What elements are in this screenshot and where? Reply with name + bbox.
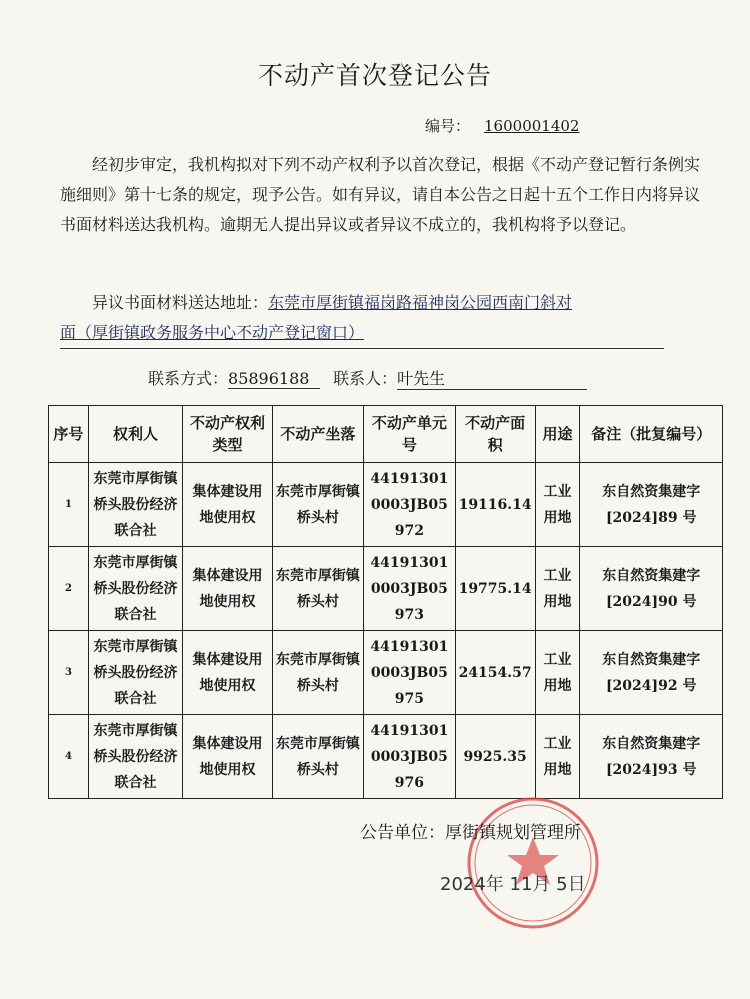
contact-info <box>148 366 587 390</box>
cell-index: 2 <box>49 547 89 631</box>
contact-person: 叶先生 <box>397 366 587 390</box>
cell-unit-number: 441913010003JB05972 <box>364 463 455 547</box>
cell-use: 工业用地 <box>535 463 580 547</box>
cell-note: 东自然资集建字[2024]89 号 <box>580 463 723 547</box>
cell-note: 东自然资集建字[2024]92 号 <box>580 631 723 715</box>
cell-use: 工业用地 <box>535 631 580 715</box>
cell-right-type: 集体建设用地使用权 <box>183 631 272 715</box>
cell-area: 9925.35 <box>455 715 535 799</box>
table-row <box>49 547 723 631</box>
cell-use: 工业用地 <box>535 715 580 799</box>
cell-right-type: 集体建设用地使用权 <box>183 463 272 547</box>
contact-phone: 85896188 <box>228 369 320 389</box>
doc-number-value: 1600001402 <box>484 117 580 135</box>
address-line-2: 面（厚街镇政务服务中心不动产登记窗口） <box>60 318 664 349</box>
issue-date: 2024年 11月 5日 <box>440 874 586 895</box>
cell-note: 东自然资集建字[2024]93 号 <box>580 715 723 799</box>
doc-number <box>425 115 579 136</box>
cell-index: 4 <box>49 715 89 799</box>
registration-table <box>48 405 723 799</box>
cell-owner: 东莞市厚街镇桥头股份经济联合社 <box>88 547 182 631</box>
cell-location: 东莞市厚街镇桥头村 <box>272 715 363 799</box>
cell-location: 东莞市厚街镇桥头村 <box>272 547 363 631</box>
address-line-1: 东莞市厚街镇福岗路福神岗公园西南门斜对 <box>268 293 573 312</box>
cell-area: 19116.14 <box>455 463 535 547</box>
cell-owner: 东莞市厚街镇桥头股份经济联合社 <box>88 631 182 715</box>
contact-person-label: 联系人： <box>333 369 398 388</box>
table-header-row <box>49 406 723 463</box>
header-note: 备注（批复编号） <box>580 406 723 463</box>
objection-address <box>60 288 700 349</box>
cell-unit-number: 441913010003JB05973 <box>364 547 455 631</box>
cell-unit-number: 441913010003JB05976 <box>364 715 455 799</box>
cell-index: 1 <box>49 463 89 547</box>
header-unit-number: 不动产单元号 <box>364 406 455 463</box>
cell-index: 3 <box>49 631 89 715</box>
cell-location: 东莞市厚街镇桥头村 <box>272 463 363 547</box>
header-use: 用途 <box>535 406 580 463</box>
doc-number-label: 编号： <box>425 117 471 135</box>
cell-owner: 东莞市厚街镇桥头股份经济联合社 <box>88 715 182 799</box>
table-row <box>49 631 723 715</box>
cell-unit-number: 441913010003JB05975 <box>364 631 455 715</box>
cell-right-type: 集体建设用地使用权 <box>183 547 272 631</box>
header-index: 序号 <box>49 406 89 463</box>
cell-area: 24154.57 <box>455 631 535 715</box>
header-owner: 权利人 <box>88 406 182 463</box>
cell-right-type: 集体建设用地使用权 <box>183 715 272 799</box>
contact-label: 联系方式： <box>148 369 229 388</box>
cell-use: 工业用地 <box>535 547 580 631</box>
issuing-unit: 公告单位：厚街镇规划管理所 <box>360 823 581 843</box>
table-row <box>49 715 723 799</box>
page-title: 不动产首次登记公告 <box>257 61 492 90</box>
cell-area: 19775.14 <box>455 547 535 631</box>
header-location: 不动产坐落 <box>272 406 363 463</box>
announcement-paragraph: 经初步审定，我机构拟对下列不动产权利予以首次登记，根据《不动产登记暂行条例实施细则》第十七条的规定，现予公告。如有异议，请自本公告之日起十五个工作日内将异议书面材料送达我机构。逾期无人提出异议或者异议不成立的，我机构将予以登记。 <box>60 155 701 234</box>
cell-location: 东莞市厚街镇桥头村 <box>272 631 363 715</box>
cell-owner: 东莞市厚街镇桥头股份经济联合社 <box>88 463 182 547</box>
table-row <box>49 463 723 547</box>
header-right-type: 不动产权利类型 <box>183 406 272 463</box>
official-seal <box>463 793 603 933</box>
cell-note: 东自然资集建字[2024]90 号 <box>580 547 723 631</box>
header-area: 不动产面积 <box>455 406 535 463</box>
address-label: 异议书面材料送达地址： <box>92 293 269 312</box>
